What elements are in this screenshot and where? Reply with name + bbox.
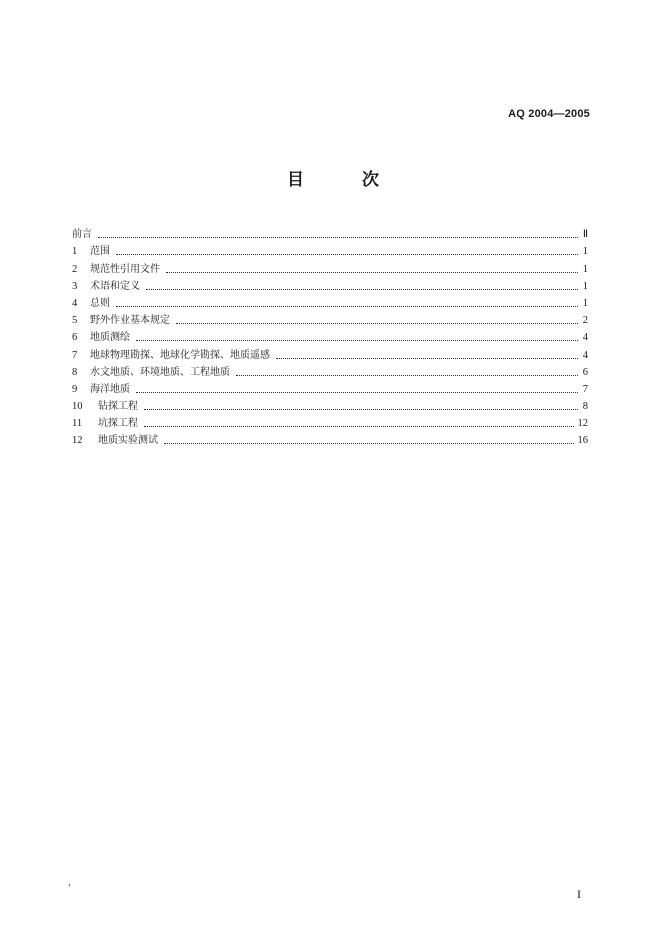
toc-dot-leader	[98, 236, 578, 238]
toc-entry-page: 16	[577, 435, 588, 447]
toc-entry-page: 2	[582, 315, 588, 327]
toc-entry-number: 3	[72, 280, 78, 292]
toc-dot-leader	[116, 305, 578, 307]
toc-entry[interactable]	[72, 293, 588, 310]
toc-entry-number: 6	[72, 332, 78, 344]
toc-entry[interactable]	[72, 241, 588, 258]
toc-entry-number: 5	[72, 315, 78, 327]
toc-entry-page: 1	[582, 263, 588, 275]
toc-dot-leader	[166, 271, 578, 273]
page-title: 目 次	[287, 170, 405, 190]
toc-entry-number: 12	[72, 435, 83, 447]
toc-dot-leader	[144, 425, 574, 427]
toc-entry[interactable]	[72, 310, 588, 327]
toc-entry-title: 地质测绘	[90, 332, 130, 344]
toc-entry-number: 9	[72, 383, 78, 395]
toc-entry[interactable]	[72, 224, 588, 241]
toc-entry[interactable]	[72, 276, 588, 293]
toc-dot-leader	[136, 339, 578, 341]
page-number: I	[577, 887, 581, 901]
toc-entry[interactable]	[72, 362, 588, 379]
toc-entry-title: 地球物理勘探、地球化学勘探、地质遥感	[90, 349, 270, 361]
toc-entry-title: 钻探工程	[98, 401, 138, 413]
toc-entry-page: 12	[577, 418, 588, 430]
toc-entry[interactable]	[72, 379, 588, 396]
toc-entry[interactable]	[72, 344, 588, 361]
toc-entry-number: 7	[72, 349, 78, 361]
toc-dot-leader	[164, 442, 574, 444]
toc-entry-number: 11	[72, 418, 83, 430]
toc-entry[interactable]	[72, 327, 588, 344]
standard-code: AQ 2004—2005	[508, 108, 590, 120]
toc-dot-leader	[146, 288, 578, 290]
toc-entry-page: Ⅱ	[582, 229, 588, 241]
toc-entry-page: 8	[582, 401, 588, 413]
toc-entry[interactable]	[72, 396, 588, 413]
toc-entry[interactable]	[72, 413, 588, 430]
toc-dot-leader	[236, 374, 578, 376]
toc-entry[interactable]	[72, 258, 588, 275]
toc-entry-title: 前言	[72, 229, 92, 241]
toc-entry-title: 规范性引用文件	[90, 263, 160, 275]
toc-entry-page: 6	[582, 366, 588, 378]
toc-entry-number: 1	[72, 246, 78, 258]
toc-entry-title: 术语和定义	[90, 280, 140, 292]
toc-entry-page: 4	[582, 349, 588, 361]
toc-dot-leader	[116, 253, 578, 255]
toc-entry-page: 1	[582, 246, 588, 258]
toc-entry-number: 10	[72, 401, 83, 413]
toc-entry-title: 坑探工程	[98, 418, 138, 430]
toc-entry[interactable]	[72, 430, 588, 447]
toc-entry-title: 野外作业基本规定	[90, 315, 170, 327]
toc-entry-number: 2	[72, 263, 78, 275]
toc-entry-page: 1	[582, 297, 588, 309]
toc-dot-leader	[276, 357, 578, 359]
toc-entry-number: 4	[72, 297, 78, 309]
toc-dot-leader	[144, 408, 578, 410]
toc-entry-page: 7	[582, 383, 588, 395]
corner-mark: '	[68, 884, 71, 894]
toc-dot-leader	[176, 322, 578, 324]
toc-entry-title: 范围	[90, 246, 110, 258]
toc-dot-leader	[136, 391, 578, 393]
toc-entry-title: 水文地质、环境地质、工程地质	[90, 366, 230, 378]
toc-entry-title: 地质实验测试	[98, 435, 158, 447]
table-of-contents	[72, 224, 588, 447]
toc-entry-number: 8	[72, 366, 78, 378]
toc-entry-title: 海洋地质	[90, 383, 130, 395]
toc-entry-page: 4	[582, 332, 588, 344]
toc-entry-title: 总则	[90, 297, 110, 309]
toc-entry-page: 1	[582, 280, 588, 292]
